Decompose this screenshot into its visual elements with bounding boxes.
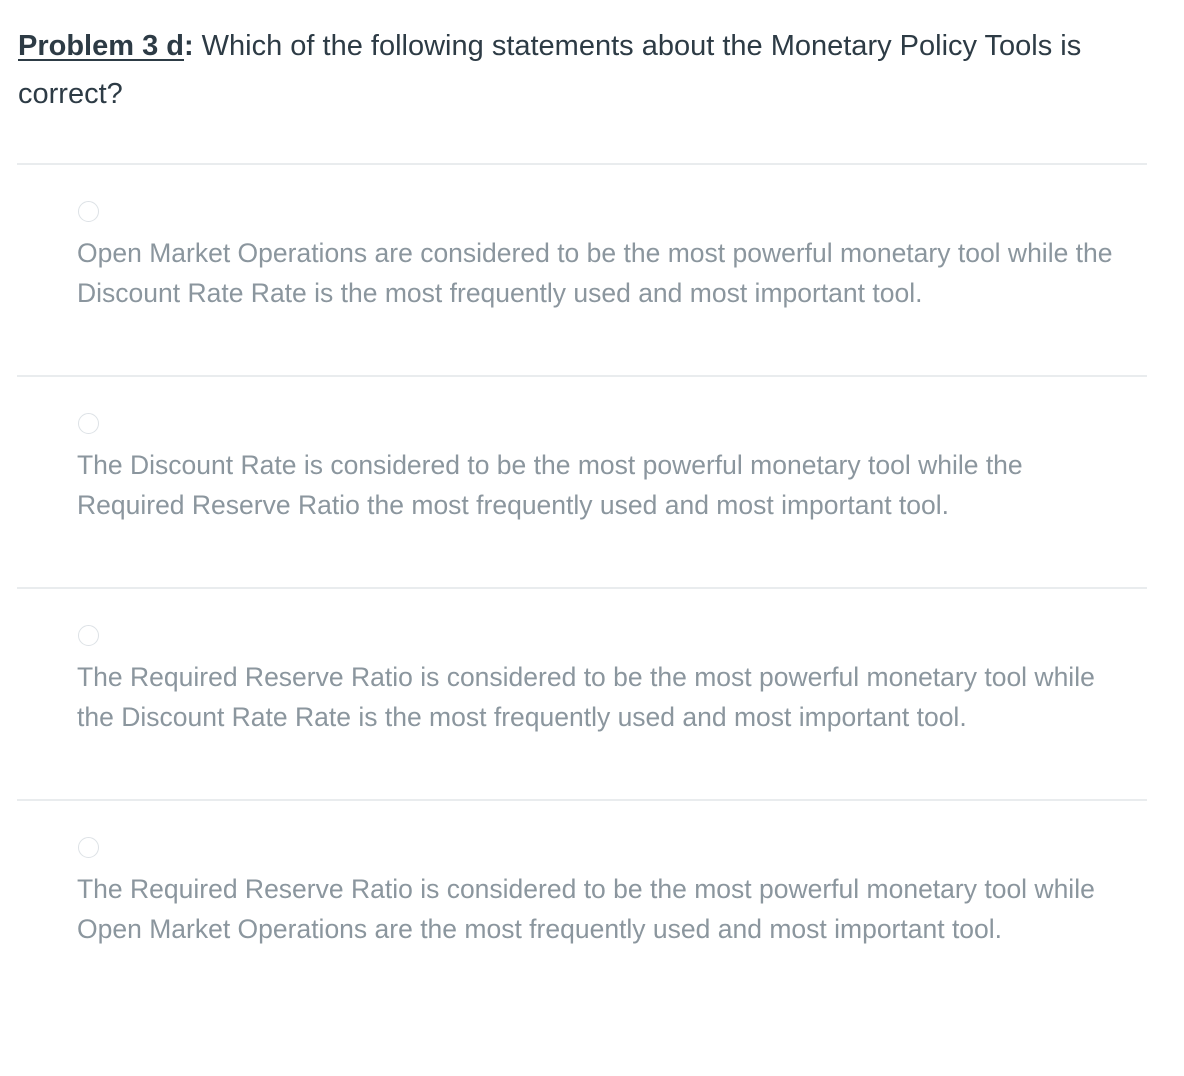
question-label-colon: : [184, 30, 194, 62]
answer-radio-3[interactable] [78, 625, 99, 646]
answer-radio-2[interactable] [78, 413, 99, 434]
answer-divider [17, 375, 1147, 377]
question-text: Which of the following statements about the Monetary Policy Tools is correct? [18, 30, 1082, 110]
answer-divider [17, 799, 1147, 801]
question-prompt [18, 22, 1138, 118]
answer-option-4-text: The Required Reserve Ratio is considered to be the most powerful monetary tool while Open Market Operations are the most frequently used and most important tool. [77, 874, 1095, 944]
answer-option-3-text: The Required Reserve Ratio is considered to be the most powerful monetary tool while the Discount Rate Rate is the most frequently used and most important tool. [77, 662, 1095, 732]
answer-option-2[interactable] [77, 413, 1127, 525]
answer-divider [17, 163, 1147, 165]
answer-divider [17, 587, 1147, 589]
answer-option-1-text: Open Market Operations are considered to be the most powerful monetary tool while the Discount Rate Rate is the most frequently used and most important tool. [77, 238, 1113, 308]
answer-radio-1[interactable] [78, 201, 99, 222]
question-label: Problem 3 d [18, 30, 184, 62]
answer-option-4[interactable] [77, 837, 1127, 949]
answer-option-1[interactable] [77, 201, 1127, 313]
answer-option-3[interactable] [77, 625, 1127, 737]
answer-radio-4[interactable] [78, 837, 99, 858]
answer-option-2-text: The Discount Rate is considered to be the most powerful monetary tool while the Required Reserve Ratio the most frequently used and most important tool. [77, 450, 1023, 520]
